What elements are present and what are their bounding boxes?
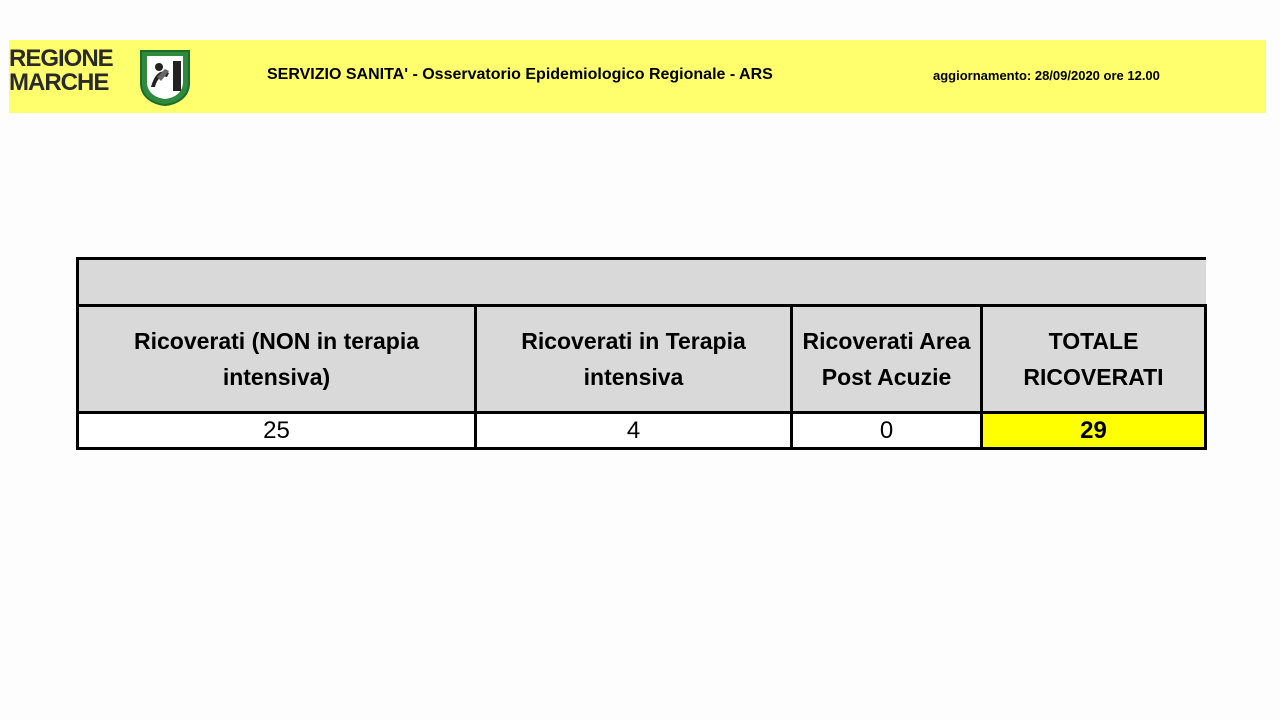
column-header-post-acute: Ricoverati Area Post Acuzie <box>792 306 982 413</box>
regione-shield-icon <box>137 47 193 107</box>
value-non-intensive: 25 <box>78 413 476 449</box>
table-header-row <box>78 306 1206 413</box>
header-banner <box>9 40 1266 113</box>
column-header-total: TOTALE RICOVERATI <box>982 306 1206 413</box>
page-title: SERVIZIO SANITA' - Osservatorio Epidemiologico Regionale - ARS <box>267 66 773 83</box>
value-intensive: 4 <box>476 413 792 449</box>
hospitalized-table <box>76 257 1207 450</box>
logo-line-2: MARCHE <box>9 69 109 96</box>
regione-marche-logo <box>9 47 195 107</box>
update-timestamp: aggiornamento: 28/09/2020 ore 12.00 <box>933 68 1160 83</box>
value-total: 29 <box>982 413 1206 449</box>
logo-wordmark <box>9 47 113 95</box>
table-row <box>78 413 1206 449</box>
table-caption-row <box>78 259 1206 306</box>
hospitalized-table-container <box>76 257 1204 450</box>
table-caption-cell <box>78 259 1206 306</box>
column-header-intensive: Ricoverati in Terapia intensiva <box>476 306 792 413</box>
logo-line-1: REGIONE <box>9 45 113 72</box>
value-post-acute: 0 <box>792 413 982 449</box>
column-header-non-intensive: Ricoverati (NON in terapia intensiva) <box>78 306 476 413</box>
